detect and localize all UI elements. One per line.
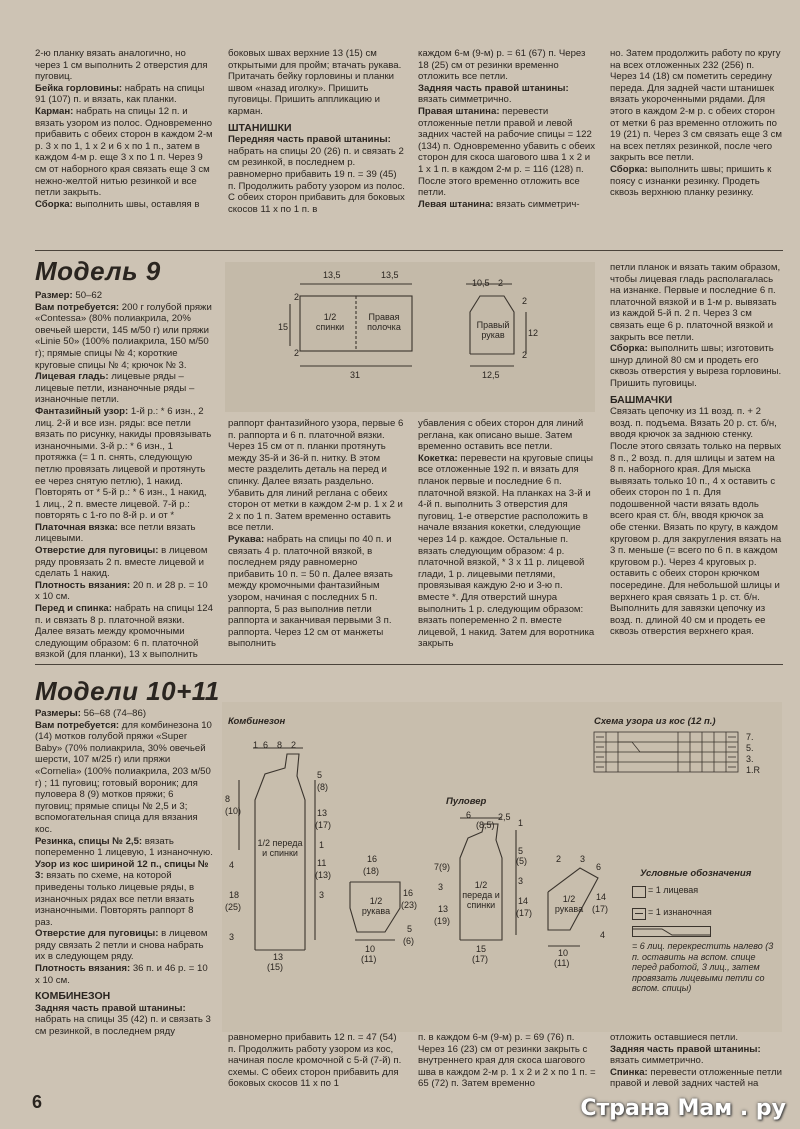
sleeve-label: Правый рукав	[476, 320, 510, 340]
paragraph: Лицевая гладь: лицевые ряды – лицевые петли, изнаночные ряды – изнаночные петли.	[35, 371, 195, 406]
p-sleeve-s: 4	[600, 930, 606, 940]
p-dim-e: 5	[518, 846, 524, 856]
j-dim-r: 3	[229, 932, 235, 942]
j-sleeve-s: 5	[407, 924, 413, 934]
top-col-3	[418, 48, 596, 248]
p-dim-o: 15	[476, 944, 487, 954]
section-divider-2	[35, 664, 783, 665]
j-dim-q: (25)	[225, 902, 242, 912]
j-dim-h: (8)	[317, 782, 328, 792]
pullover-diagram-label: Пуловер	[446, 796, 487, 807]
schema-row-1: 1.R	[746, 765, 761, 775]
p-dim-h: 7(9)	[434, 862, 451, 872]
jumpsuit-schematic	[225, 740, 425, 970]
sleeve-side-bottom: 2	[522, 350, 528, 360]
legend-cable: = 6 лиц. перекрестить налево (3 п. оставить на вспом. спице перед работой, 3 лиц., затем провязать лицевыми петли со вспом. спицы)	[632, 941, 774, 993]
sleeve-bottom-width: 12,5	[482, 370, 500, 380]
paragraph-lead: Рукава:	[228, 533, 265, 545]
j-dim-m: (13)	[315, 870, 332, 880]
paragraph-lead: Платочная вязка:	[35, 521, 118, 533]
j-dim-n: 3	[319, 890, 325, 900]
p-dim-k: 3	[438, 882, 444, 892]
legend-purl: = 1 изнаночная	[648, 907, 712, 917]
body-schematic	[278, 266, 428, 396]
paragraph: боковых швах верхние 13 (15) см открытыми для пройм; втачать рукава. Притачать бейку горловины и планки швом «назад иголку». Пришить пуговицы. Пришить аппликацию и карман.	[228, 48, 402, 117]
paragraph-lead: Бейка горловины:	[35, 82, 123, 94]
m1011-col-3	[418, 1032, 596, 1092]
paragraph: Спинка: перевести отложенные петли правой и левой задних частей на	[610, 1066, 782, 1090]
paragraph-lead: Отверстие для пуговицы:	[35, 928, 159, 940]
paragraph: но. Затем продолжить работу по кругу на всех отложенных 232 (256) п. Через 14 (18) см пометить середину переда. Для задней части штанишек вязать укороченными рядами. Для этого в каждом 2-м р. с обеих сторон от метки 6 раз временно отложить по 19 (21) п. Через 3 см связать еще 3 см на всех петлях резинкой, после чего закрыть все петли.	[610, 48, 782, 164]
p-dim-g: 3	[518, 876, 524, 886]
paragraph: каждом 6-м (9-м) р. = 61 (67) п. Через 18 (25) см от резинки временно отложить все петли.	[418, 48, 586, 83]
paragraph-lead: Передняя часть правой штанины:	[228, 134, 391, 146]
sleeve-side-length: 12	[528, 328, 539, 338]
p-sleeve-b: 10	[558, 948, 569, 958]
p-dim-d: 1	[518, 818, 524, 828]
j-dim-j: (17)	[315, 820, 332, 830]
p-sleeve-h: 14	[596, 892, 607, 902]
paragraph: Левая штанина: вязать симметрич-	[418, 198, 580, 210]
p-sleeve-t2: 3	[580, 854, 586, 864]
schema-row-3: 3.	[746, 754, 754, 764]
j-dim-k: 1	[319, 840, 325, 850]
legend-knit: = 1 лицевая	[648, 885, 699, 895]
paragraph: Задняя часть правой штанины: набрать на спицы 35 (42) п. и связать 3 см резинкой, в последнем ряду	[35, 1002, 211, 1038]
paragraph: Правая штанина: перевести отложенные петли правой и левой задних частей на рабочие спицы = 122 (134) п. Одновременно убавить с обеих сторон для скоса шагового шва 1 х 2 и 1 х 1 п. в каждом 2-м р. = 116 (128) п. После этого временно отложить все петли.	[418, 105, 596, 199]
paragraph: Резинка, спицы № 2,5: вязать попеременно 1 лицевую, 1 изнаночную.	[35, 835, 213, 859]
m9-col-1	[35, 290, 213, 660]
cable-cross-icon	[632, 926, 712, 938]
sleeve-top-small: 2	[498, 278, 504, 288]
front-label: Правая полочка	[367, 312, 401, 332]
p-sleeve-a: 6	[596, 862, 602, 872]
paragraph: убавления с обеих сторон для линий реглана, как описано выше. Затем временно оставить все петли.	[418, 418, 584, 453]
paragraph-lead: Сборка:	[610, 163, 648, 175]
dim-small-bottom: 2	[294, 348, 300, 358]
j-dim-e: 8	[225, 794, 231, 804]
dim-small-top: 2	[294, 292, 300, 302]
paragraph-lead: Вам потребуется:	[35, 719, 120, 731]
paragraph: Сборка: выполнить швы; изготовить шнур длиной 80 см и продеть его сквозь отверстия у выреза горловины. Пришить пуговицы.	[610, 343, 782, 389]
paragraph-lead: Перед и спинка:	[35, 603, 112, 615]
j-sleeve-b: 10	[365, 944, 376, 954]
p-dim-l: 13	[438, 904, 449, 914]
j-sleeve-h2: (23)	[401, 900, 418, 910]
j-dim-p: 18	[229, 890, 240, 900]
j-sleeve-s2: (6)	[403, 936, 414, 946]
paragraph: Сборка: выполнить швы, оставляя в	[35, 198, 200, 210]
paragraph-lead: Сборка:	[35, 198, 73, 210]
paragraph: раппорт фантазийного узора, первые 6 п. раппорта и 6 п. платочной вязки. Через 15 см от п. планки протянуть между 35-й и 36-й п. нитку. В этом месте разделить деталь на перед и спинку. Далее вязать раздельно. Убавить для линий реглана с обеих сторон от метки в каждом 2-м р. 1 х 2 и 2 х по 1 п. Затем временно оставить все петли.	[228, 418, 404, 534]
paragraph: Рукава: набрать на спицы по 40 п. и связать 4 р. платочной вязкой, в последнем ряду равномерно прибавить 10 п. = 50 п. Далее вязать между кромочными фантазийным узором, начиная с последних 5 п. раппорта, 5 раз выполнив петли раппорта и заканчивая первыми 3 п. раппорта. Через 12 см от манжеты выполнить	[228, 533, 393, 650]
paragraph: Сборка: выполнить швы; пришить к поясу с изнанки резинку. Продеть сквозь верхнюю планку резинку.	[610, 163, 772, 199]
paragraph: равномерно прибавить 12 п. = 47 (54) п. Продолжить работу узором из кос, начиная после кромочной с 5-й (7-й) п. схемы. С обеих сторон прибавить для боковых скосов 11 х по 1	[228, 1032, 402, 1090]
paragraph-lead: Размер:	[35, 290, 73, 301]
paragraph: Отверстие для пуговицы: в лицевом ряду провязать 2 п. вместе лицевой и сделать 1 накид.	[35, 545, 208, 580]
paragraph-lead: Карман:	[35, 105, 74, 117]
paragraph-lead: Сборка:	[610, 343, 648, 355]
j-body-label: 1/2 переда и спинки	[257, 838, 303, 858]
j-dim-a: 1	[253, 740, 259, 750]
paragraph: Плотность вязания: 36 п. и 46 р. = 10 х 10 см.	[35, 963, 208, 986]
schema-row-7: 7.	[746, 732, 754, 742]
j-dim-s: 13	[273, 952, 284, 962]
paragraph-lead: Левая штанина:	[418, 198, 494, 210]
j-dim-f: (10)	[225, 806, 242, 816]
section-heading: БАШМАЧКИ	[610, 393, 673, 406]
paragraph-lead: Кокетка:	[418, 452, 458, 464]
knit-stitch-icon	[632, 886, 646, 898]
dim-width-right: 13,5	[381, 270, 399, 280]
j-sleeve-top: 16	[367, 854, 378, 864]
paragraph-lead: Узор из кос шириной 12 п., спицы № 3:	[35, 858, 209, 882]
m9-col-2	[228, 418, 406, 658]
paragraph: Карман: набрать на спицы 12 п. и вязать узором из полос. Одновременно прибавить с обеих сторон в каждом 2-м р. 3 х по 1, 1 х 2 и 6 х по 1 п., затем в каждом 4-м р. еще 3 х по 1 п. Через 9 см от наборного края связать еще 3 см нежно-желтой нитью резинкой и все петли закрыть.	[35, 105, 213, 199]
paragraph: 2-ю планку вязать аналогично, но через 1 см выполнить 2 отверстия для пуговиц.	[35, 48, 208, 83]
j-sleeve-label: 1/2 рукава	[361, 896, 391, 916]
paragraph-lead: Задняя часть правой штанины:	[35, 1002, 186, 1014]
j-dim-i: 13	[317, 808, 328, 818]
p-dim-c: (8,5)	[476, 820, 495, 830]
paragraph: Фантазийный узор: 1-й р.: * 6 изн., 2 лиц. 2-й и все изн. ряды: все петли вязать по рисунку, накиды провязывать изнаночными. 3-й р.: * 6 изн., 1 протяжка (= 1 п. снять, следующую петлю провязать лицевой и протянуть ее через снятую петлю), 1 накид. Повторять от * 5-й р.: * 6 изн., 1 накид, 1 лиц., 2 п. вместе лицевой. 7-й р.: повторять с 1-го по 8-й р. и от *	[35, 405, 212, 522]
j-sleeve-top2: (18)	[363, 866, 380, 876]
p-sleeve-h2: (17)	[592, 904, 609, 914]
legend-title: Условные обозначения	[640, 868, 752, 879]
paragraph: Вам потребуется: для комбинезона 10 (14) мотков голубой пряжи «Super Baby» (70% полиакрила, 30% овечьей шерсти, 107 м/25 г) или пряжи «Cornelia» (100% полиакрила, 203 м/50 г) ; 11 пуговиц; готовый вороник; для пуловера 8 (9) мотков пряжи; 6 пуговиц; прямые спицы № 2,5 и 3; вспомогательная спица для вязания кос.	[35, 719, 212, 835]
paragraph: Отверстие для пуговицы: в лицевом ряду связать 2 петли и снова набрать их в следующем ряду.	[35, 928, 208, 963]
m9-col-4	[610, 262, 782, 662]
section-divider	[35, 250, 783, 251]
paragraph-lead: Размеры:	[35, 708, 81, 719]
m1011-col-4	[610, 1032, 782, 1092]
paragraph-lead: Лицевая гладь:	[35, 371, 109, 383]
legend	[630, 884, 782, 1004]
sleeve-top-width: 10,5	[472, 278, 490, 288]
paragraph: отложить оставшиеся петли.	[610, 1032, 738, 1043]
j-dim-b: 6	[263, 740, 269, 750]
paragraph-lead: Вам потребуется:	[35, 301, 120, 313]
dim-height: 15	[278, 322, 289, 332]
j-sleeve-h: 16	[403, 888, 414, 898]
paragraph: петли планок и вязать таким образом, чтобы лицевая гладь располагалась на изнанке. Первые и последние 6 п. платочной вязкой и в 1-м р. вывязать из каждой 5-й п. 2 п. Через 3 см связать еще 6 р. платочной вязкой и закрыть все петли.	[610, 262, 781, 343]
paragraph-lead: Отверстие для пуговицы:	[35, 545, 159, 557]
schema-row-5: 5.	[746, 743, 754, 753]
p-sleeve-t: 2	[556, 854, 562, 864]
paragraph: Передняя часть правой штанины: набрать на спицы 20 (26) п. и связать 2 см резинкой, в последнем р. равномерно прибавить 19 п. = 39 (45) п. Продолжить работу узором из полос. С обеих сторон прибавить для боковых скосов 11 х по 1 п. в	[228, 134, 405, 215]
p-dim-j: (17)	[516, 908, 533, 918]
paragraph-lead: Задняя часть правой штанины:	[418, 82, 569, 94]
section-heading: ШТАНИШКИ	[228, 121, 292, 134]
j-dim-g: 5	[317, 770, 323, 780]
paragraph-lead: Плотность вязания:	[35, 579, 131, 591]
page-number: 6	[32, 1092, 43, 1112]
j-dim-l: 11	[317, 858, 327, 868]
back-label: 1/2 спинки	[315, 312, 345, 332]
sleeve-schematic	[452, 266, 552, 396]
paragraph: Узор из кос шириной 12 п., спицы № 3: вязать по схеме, на которой приведены только лицевые ряды, в изнаночных рядах все петли вязать изнаночными. Повторять раппорт 8 раз.	[35, 858, 209, 928]
paragraph: Перед и спинка: набрать на спицы 124 п. и связать 8 р. платочной вязки. Далее вязать между кромочными следующим образом: 6 п. платочной вязкой (для планки), 13 х выполнить	[35, 603, 213, 660]
sleeve-side-top: 2	[522, 296, 528, 306]
j-dim-d: 2	[291, 740, 297, 750]
paragraph: Кокетка: перевести на круговые спицы все отложенные 192 п. и вязать для планок первые и последние 6 п. платочной вязкой. На планках на 3-й и 4-й п. выполнить 3 отверстия для пуговиц. 1-е отверстие расположить в начале вязания кокетки, следующие через 14 р. каждое. Остальные п. вязать следующим образом: 4 р. платочной вязкой, * 3 х 11 р. лицевой глади, 1 р. лицевыми петлями, провязывая каждую 2-ю и 3-ю п. вместе *. Для отверстий шнура выполнить 1 р. следующим образом: вязать попеременно 2 п. вместе лицевой, 1 накид. Затем для воротника закрыть	[418, 452, 595, 650]
paragraph: Размеры: 56–68 (74–86)	[35, 708, 147, 719]
p-dim-f: (5)	[516, 856, 527, 866]
m1011-col-1	[35, 708, 213, 1078]
top-col-2	[228, 48, 406, 248]
dim-bottom: 31	[350, 370, 361, 380]
dim-width-left: 13,5	[323, 270, 341, 280]
p-sleeve-b2: (11)	[554, 958, 570, 968]
m1011-col-2	[228, 1032, 406, 1092]
paragraph: п. в каждом 6-м (9-м) р. = 69 (76) п. Через 16 (23) см от резинки закрыть с внутреннего края для скоса шагового шва в каждом 2-м р. 1 х 2 и 2 х по 1 п. = 65 (72) п. Затем временно	[418, 1032, 596, 1090]
paragraph-lead: Плотность вязания:	[35, 963, 131, 975]
paragraph-lead: Фантазийный узор:	[35, 405, 129, 417]
watermark: Страна Мам . ру	[580, 1096, 786, 1121]
top-col-4	[610, 48, 782, 248]
j-dim-o: 4	[229, 860, 235, 870]
j-sleeve-b2: (11)	[361, 954, 377, 964]
p-body-label: 1/2 переда и спинки	[462, 880, 500, 910]
paragraph: Платочная вязка: все петли вязать лицевыми.	[35, 521, 196, 545]
model-9-title: Модель 9	[35, 256, 161, 286]
top-col-1	[35, 48, 213, 248]
p-dim-p: (17)	[472, 954, 489, 964]
paragraph: Вам потребуется: 200 г голубой пряжи «Contessa» (80% полиакрила, 20% овечьей шерсти, 145 м/50 г) или пряжи «Linie 50» (100% полиакрила, 150 м/50 г); прямые спицы № 4; короткие круговые спицы № 4; крючок № 3.	[35, 301, 212, 371]
j-dim-t: (15)	[267, 962, 284, 972]
purl-stitch-icon	[632, 908, 646, 920]
cable-schema	[592, 730, 782, 780]
p-dim-m: (19)	[434, 916, 451, 926]
m9-col-3	[418, 418, 596, 658]
paragraph: Задняя часть правой штанины: вязать симметрично.	[610, 1043, 761, 1067]
p-dim-i: 14	[518, 896, 529, 906]
paragraph: Задняя часть правой штанины: вязать симметрично.	[418, 82, 569, 106]
model-10-11-title: Модели 10+11	[35, 676, 220, 706]
p-sleeve-label: 1/2 рукава	[554, 894, 584, 914]
paragraph-lead: Задняя часть правой штанины:	[610, 1043, 761, 1055]
schema-title: Схема узора из кос (12 п.)	[594, 716, 716, 727]
paragraph: Размер: 50–62	[35, 290, 103, 301]
paragraph: Бейка горловины: набрать на спицы 91 (107) п. и вязать, как планки.	[35, 82, 205, 106]
paragraph-lead: Правая штанина:	[418, 105, 500, 117]
j-dim-c: 8	[277, 740, 283, 750]
paragraph-lead: Спинка:	[610, 1066, 648, 1078]
paragraph: Связать цепочку из 11 возд. п. + 2 возд. п. подъема. Вязать 20 р. ст. б/н, вводя крючок за заднюю стенку. После этого связать только на первых 8 п., 2 возд. п. для шлицы и затем на 8 п. наборного края. Для мыска вывязать только 10 п., 4 х оставить с обеих сторон по 1 п. Для подошвенной части вязать вдоль всего края ст. б/н, вводя крючок за обе стенки. Вязать по кругу, в каждом круговом р. для закругления вязать на 3 п. меньше (= всего по 6 п. в каждом круговом р.). Через 4 круговых р. оставить с обеих сторон крючком посередине. Для небольшой шлицы и верхнего края связать 1 р. ст. б/н. Выполнить для завязки цепочку из возд. п. длиной 40 см и продеть ее сквозь отверстия верхнего края.	[610, 406, 782, 638]
p-dim-b: 2,5	[498, 812, 511, 822]
paragraph-lead: Резинка, спицы № 2,5:	[35, 835, 143, 847]
pullover-schematic	[420, 810, 610, 970]
paragraph: Плотность вязания: 20 п. и 28 р. = 10 х 10 см.	[35, 579, 208, 603]
section-heading: КОМБИНЕЗОН	[35, 990, 111, 1003]
p-dim-a: 6	[466, 810, 472, 820]
jumpsuit-diagram-label: Комбинезон	[228, 716, 286, 727]
